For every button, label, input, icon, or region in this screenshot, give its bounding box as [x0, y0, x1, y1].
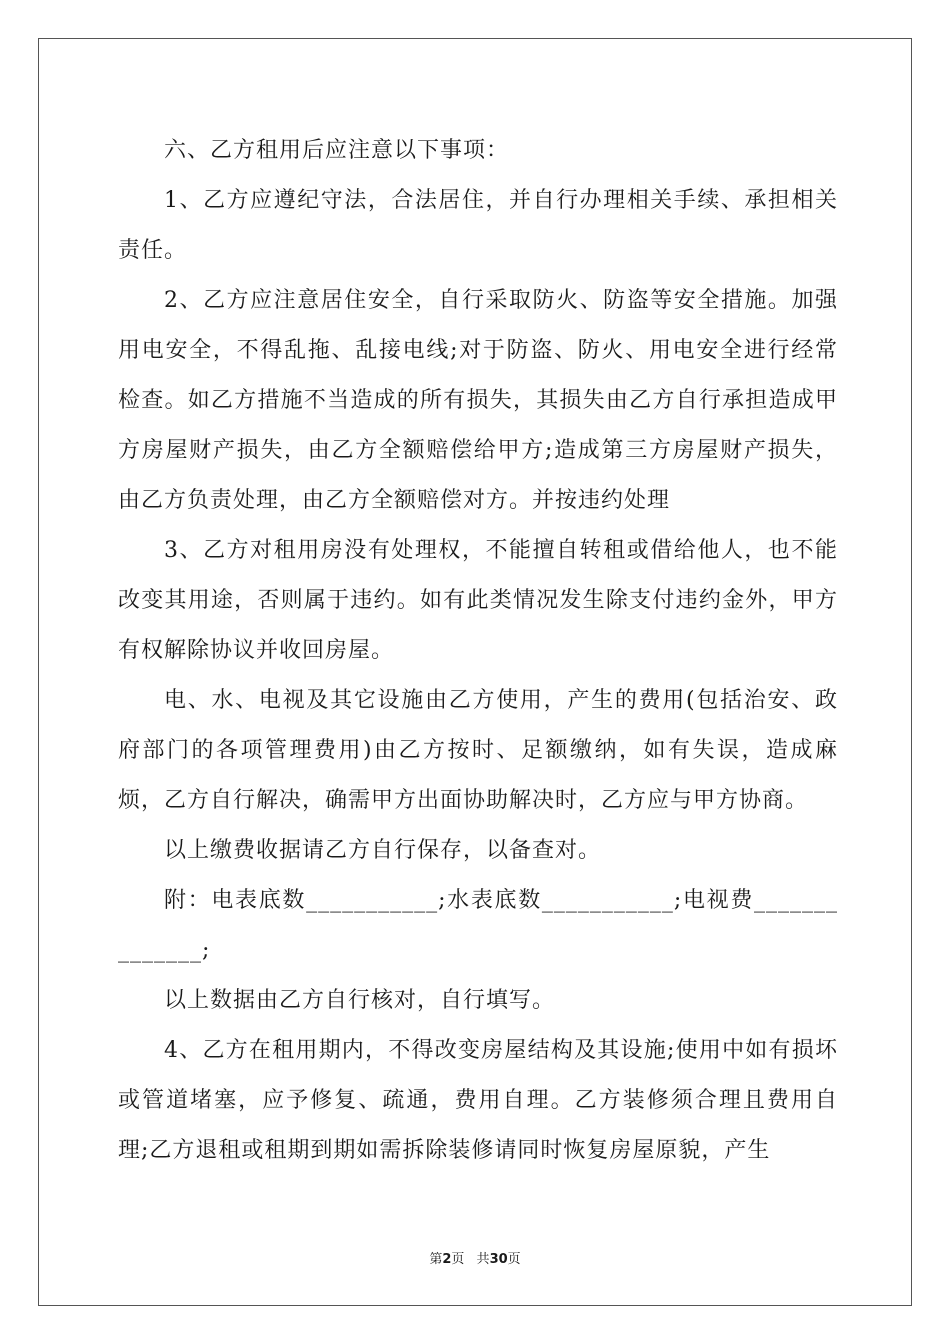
- total-prefix: 共: [476, 1252, 490, 1267]
- page-footer: [0, 1248, 950, 1267]
- total-suffix: 页: [507, 1252, 521, 1267]
- clause-paragraph: 1、乙方应遵纪守法，合法居住，并自行办理相关手续、承担相关责任。: [118, 188, 838, 263]
- page-suffix: 页: [451, 1252, 465, 1267]
- clause-paragraph: 4、乙方在租用期内，不得改变房屋结构及其设施;使用中如有损坏或管道堵塞，应予修复、疏通，费用自理。乙方装修须合理且费用自理;乙方退租或租期到期如需拆除装修请同时恢复房屋原貌，产生: [118, 1038, 838, 1163]
- clause-paragraph: 3、乙方对租用房没有处理权，不能擅自转租或借给他人，也不能改变其用途，否则属于违约。如有此类情况发生除支付违约金外，甲方有权解除协议并收回房屋。: [118, 538, 838, 663]
- page-number: 2: [442, 1252, 452, 1267]
- page-prefix: 第: [429, 1252, 443, 1267]
- document-body: [118, 126, 838, 1176]
- section-heading: 六、乙方租用后应注意以下事项：: [164, 138, 510, 163]
- clause-paragraph: 2、乙方应注意居住安全，自行采取防火、防盗等安全措施。加强用电安全，不得乱拖、乱接电线;对于防盗、防火、用电安全进行经常检查。如乙方措施不当造成的所有损失，其损失由乙方自行承担造成甲方房屋财产损失，由乙方全额赔偿给甲方;造成第三方房屋财产损失，由乙方负责处理，由乙方全额赔偿对方。并按违约处理: [118, 288, 838, 513]
- meter-readings-line: 附：电表底数___________;水表底数___________;电视费______________;: [118, 888, 838, 963]
- clause-paragraph: 以上缴费收据请乙方自行保存，以备查对。: [164, 838, 602, 863]
- page-indicator: [429, 1252, 464, 1267]
- total-pages-indicator: [477, 1252, 521, 1267]
- total-pages: 30: [489, 1252, 508, 1267]
- clause-paragraph: 电、水、电视及其它设施由乙方使用，产生的费用(包括治安、政府部门的各项管理费用)由乙方按时、足额缴纳，如有失误，造成麻烦，乙方自行解决，确需甲方出面协助解决时，乙方应与甲方协商。: [118, 688, 838, 813]
- clause-paragraph: 以上数据由乙方自行核对，自行填写。: [164, 988, 556, 1013]
